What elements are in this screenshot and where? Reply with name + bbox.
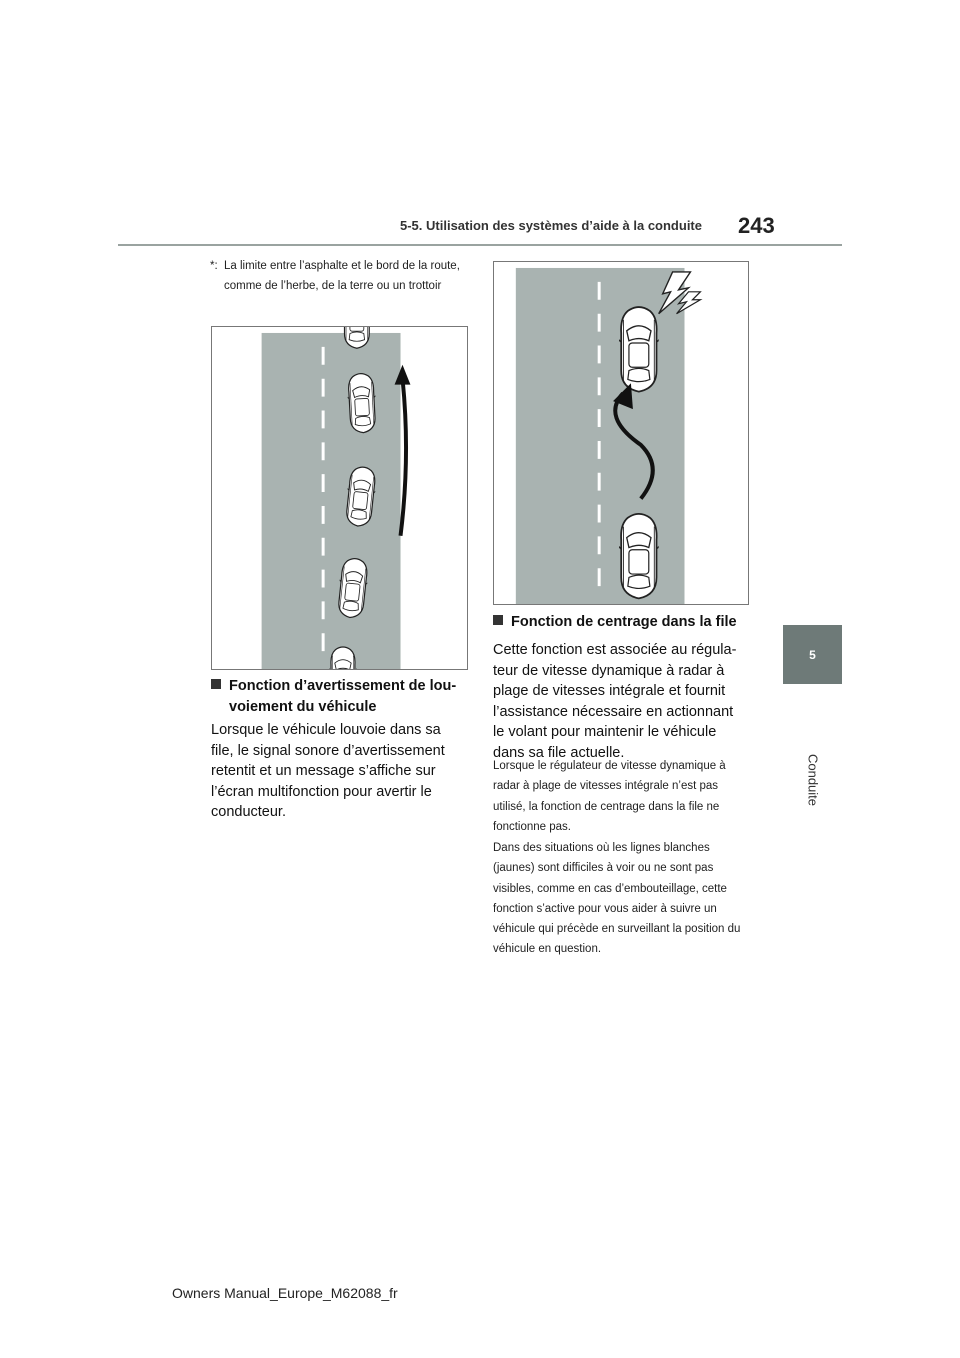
page-number: 243 [738,213,775,238]
lane-centering-illustration [493,261,749,605]
sway-warning-body: Lorsque le véhicule louvoie dans sa file, le signal sonore d’avertissement retentit et un message s’affiche sur l’écran multifonction pour avertir le conducteur. [211,722,445,820]
car-icon [617,514,661,599]
direction-arrow-icon [401,379,407,536]
header-divider [118,244,842,246]
footer-text: Owners Manual_Europe_M62088_fr [172,1285,398,1301]
lane-centering-heading [493,612,753,633]
lane-centering-note-1: Lorsque le régulateur de vitesse dynamique à radar à plage de vitesses intégrale n’est pas utilisé, la fonction de centrage dans la file ne fonctionne pas. [493,760,726,833]
square-bullet-icon [493,615,503,625]
section-header: 5-5. Utilisation des systèmes d’aide à la conduite [400,218,702,233]
road-surface [262,333,401,669]
chapter-label-text: Conduite [805,753,821,807]
chapter-label [803,720,823,840]
sway-warning-heading [211,676,471,718]
chapter-number: 5 [809,647,816,662]
lane-centering-body: Cette fonction est associée au régula-teur de vitesse dynamique à radar à plage de vitesses intégrale et fournit l’assistance nécessaire en actionnant le volant pour maintenir le véhicule dans sa file actuelle. [493,642,737,761]
chapter-tab [783,625,842,684]
footnote-mark: *: [210,260,218,272]
heading-text: Fonction de centrage dans la file [511,614,737,630]
footnote-text: La limite entre l’asphalte et le bord de la route, comme de l’herbe, de la terre ou un trottoir [224,260,460,292]
heading-line-1: Fonction d’avertissement de lou- [229,678,457,694]
sway-illustration [211,326,468,670]
heading-line-2: voiement du véhicule [229,699,377,715]
car-icon [617,307,661,392]
square-bullet-icon [211,679,221,689]
footnote [210,256,468,296]
lane-centering-note-2: Dans des situations où les lignes blanches (jaunes) sont difficiles à voir ou ne sont pas visibles, comme en cas d’embouteillage, cette fonction s’active pour vous aider à suivre un véhicule qui précède en surveillant la position du véhicule en question. [493,842,741,956]
